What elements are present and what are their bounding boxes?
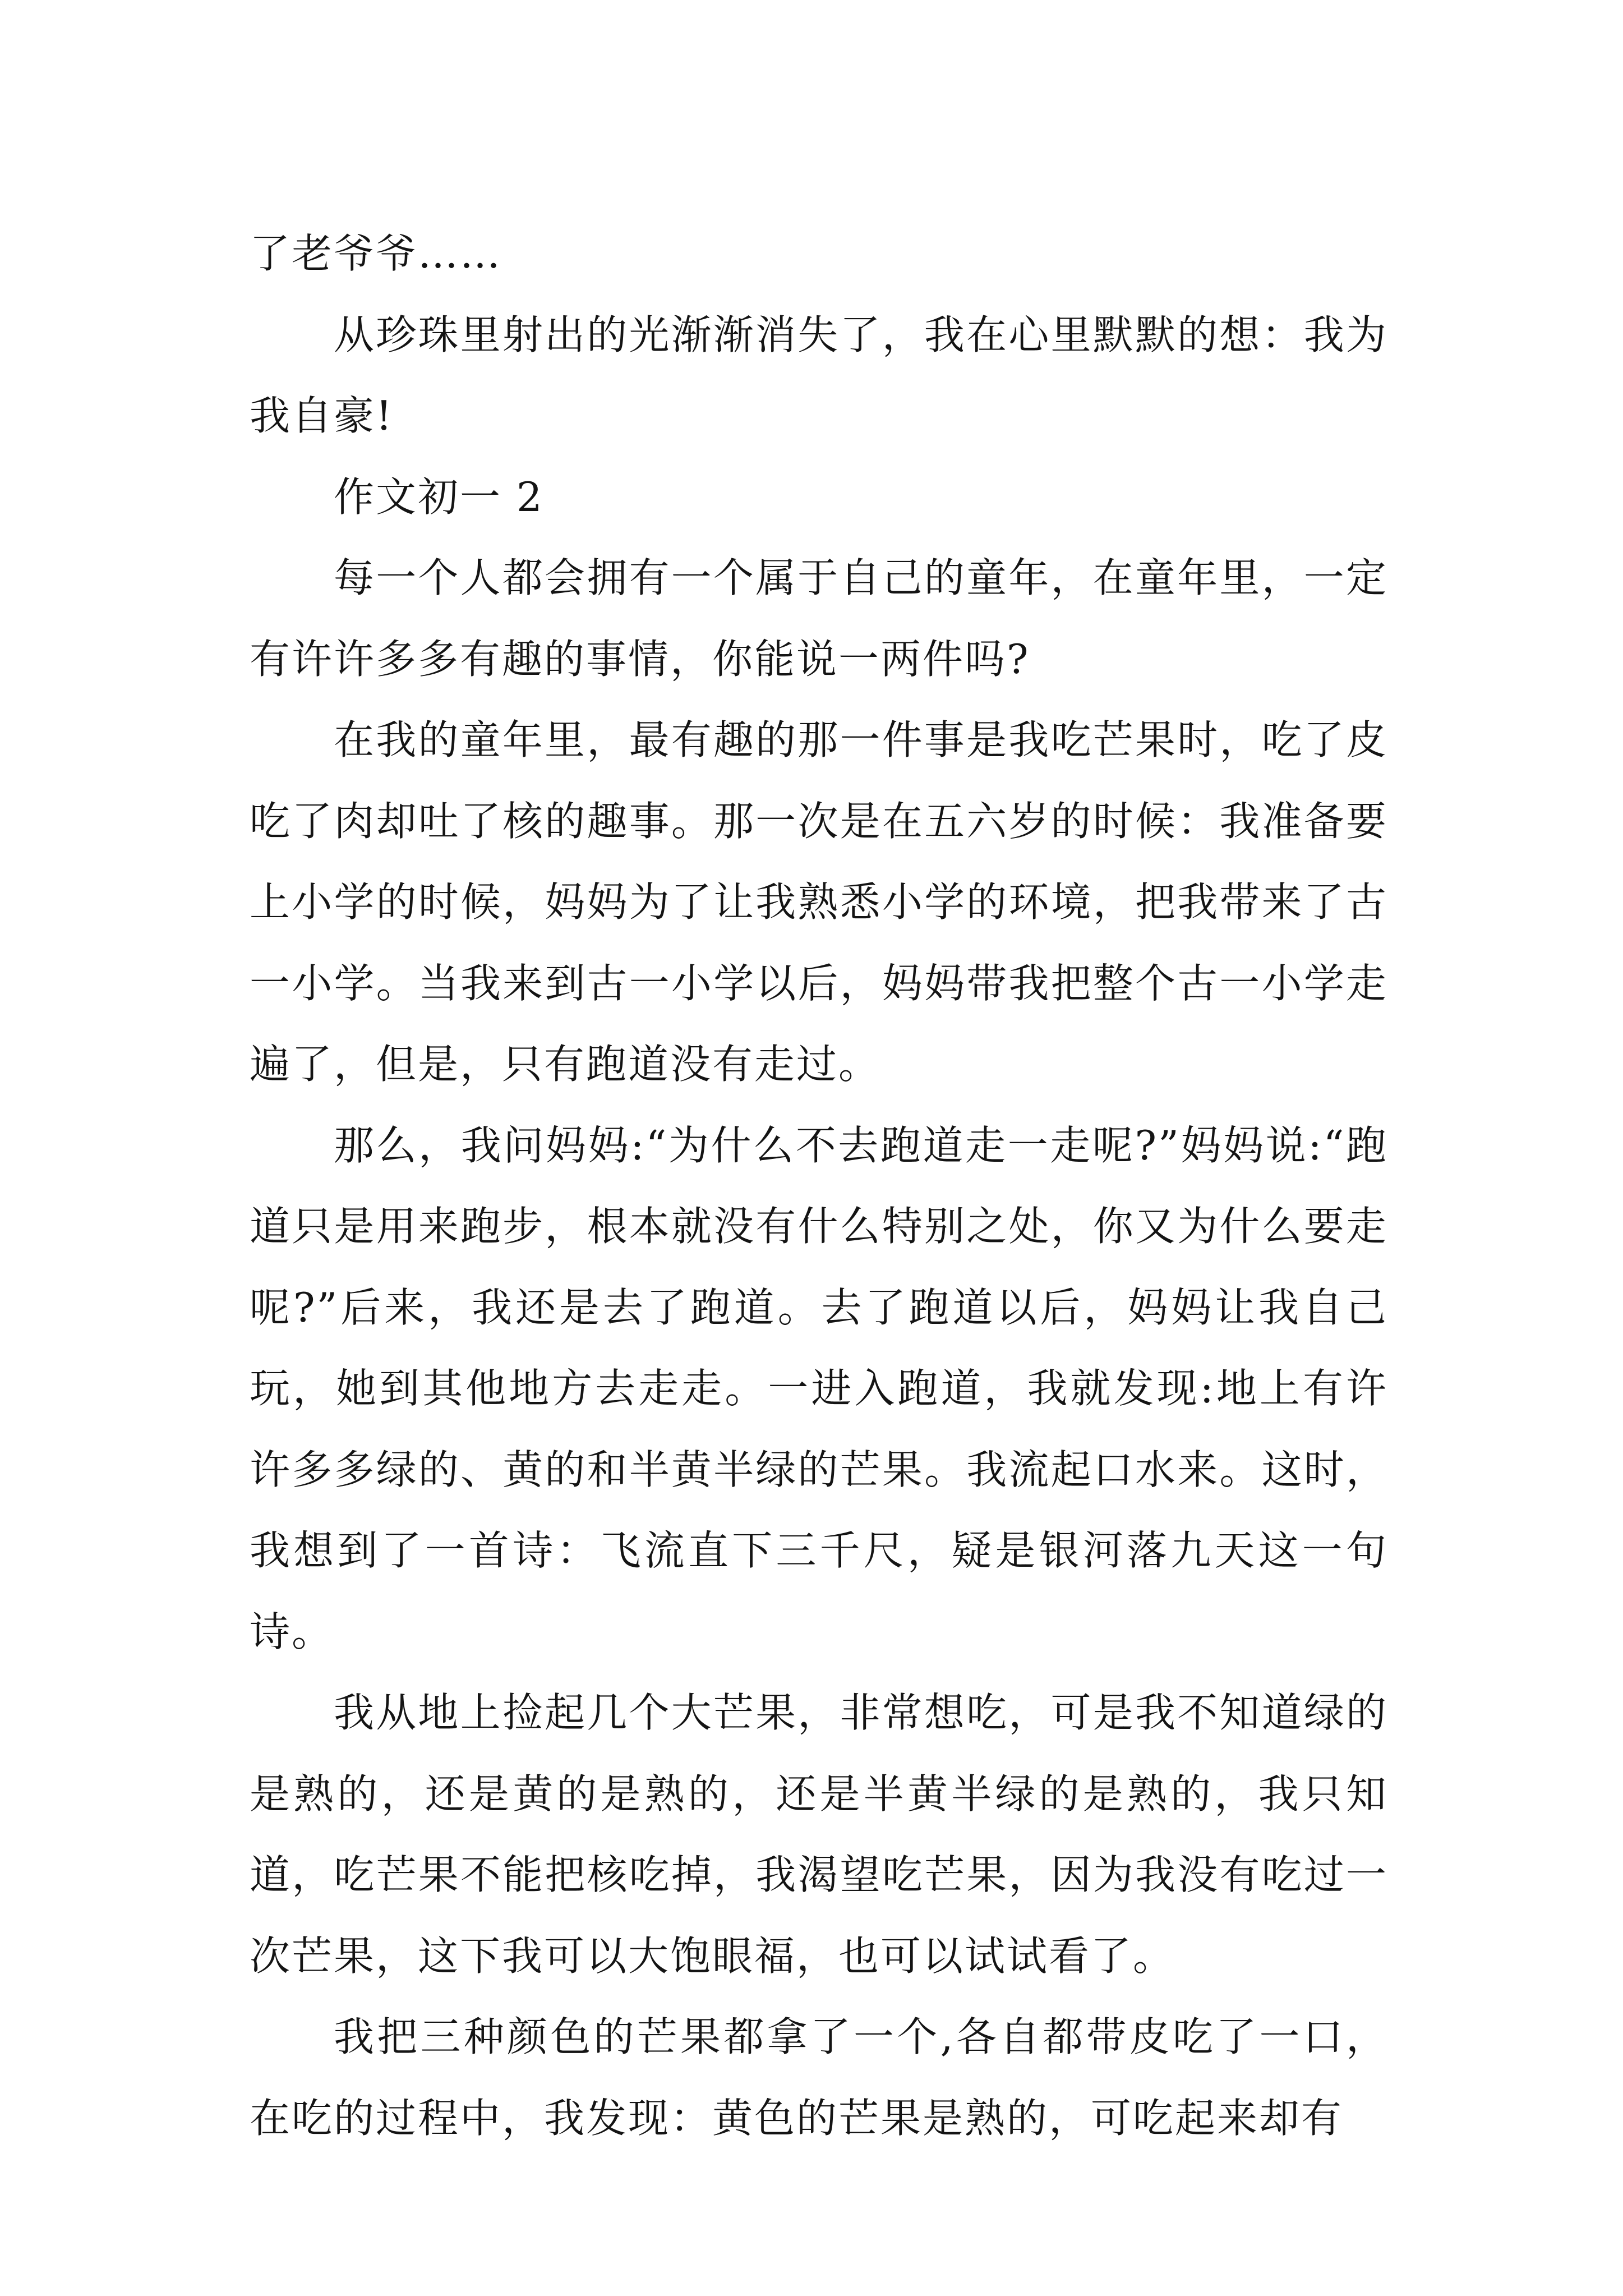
paragraph-4: 在我的童年里，最有趣的那一件事是我吃芒果时，吃了皮吃了肉却吐了核的趣事。那一次是在五六岁的时候：我准备要上小学的时候，妈妈为了让我熟悉小学的环境，把我带来了古一小学。当我来到古一小学以后，妈妈带我把整个古一小学走遍了，但是，只有跑道没有走过。 — [250, 716, 1388, 1088]
paragraph-3: 每一个人都会拥有一个属于自己的童年，在童年里，一定有许许多多有趣的事情，你能说一两件吗? — [250, 554, 1388, 683]
section-heading: 作文初一 2 — [334, 473, 544, 521]
paragraph-1: 了老爷爷…… — [250, 230, 502, 277]
paragraph-6: 我从地上捡起几个大芒果，非常想吃，可是我不知道绿的是熟的，还是黄的是熟的，还是半黄半绿的是熟的，我只知道，吃芒果不能把核吃掉，我渴望吃芒果，因为我没有吃过一次芒果，这下我可以大饱眼福，也可以试试看了。 — [250, 1689, 1388, 1980]
paragraph-7: 我把三种颜色的芒果都拿了一个,各自都带皮吃了一口，在吃的过程中，我发现：黄色的芒果是熟的，可吃起来却有 — [250, 2013, 1388, 2142]
paragraph-2: 从珍珠里射出的光渐渐消失了，我在心里默默的想：我为我自豪! — [250, 311, 1388, 439]
paragraph-5: 那么，我问妈妈:“为什么不去跑道走一走呢?”妈妈说:“跑道只是用来跑步，根本就没有什么特别之处，你又为什么要走呢?”后来，我还是去了跑道。去了跑道以后，妈妈让我自己玩，她到其他地方去走走。一进入跑道，我就发现:地上有许许多多绿的、黄的和半黄半绿的芒果。我流起口水来。这时，我想到了一首诗：飞流直下三千尺，疑是银河落九天这一句诗。 — [250, 1121, 1388, 1655]
document-body — [250, 213, 1388, 2159]
